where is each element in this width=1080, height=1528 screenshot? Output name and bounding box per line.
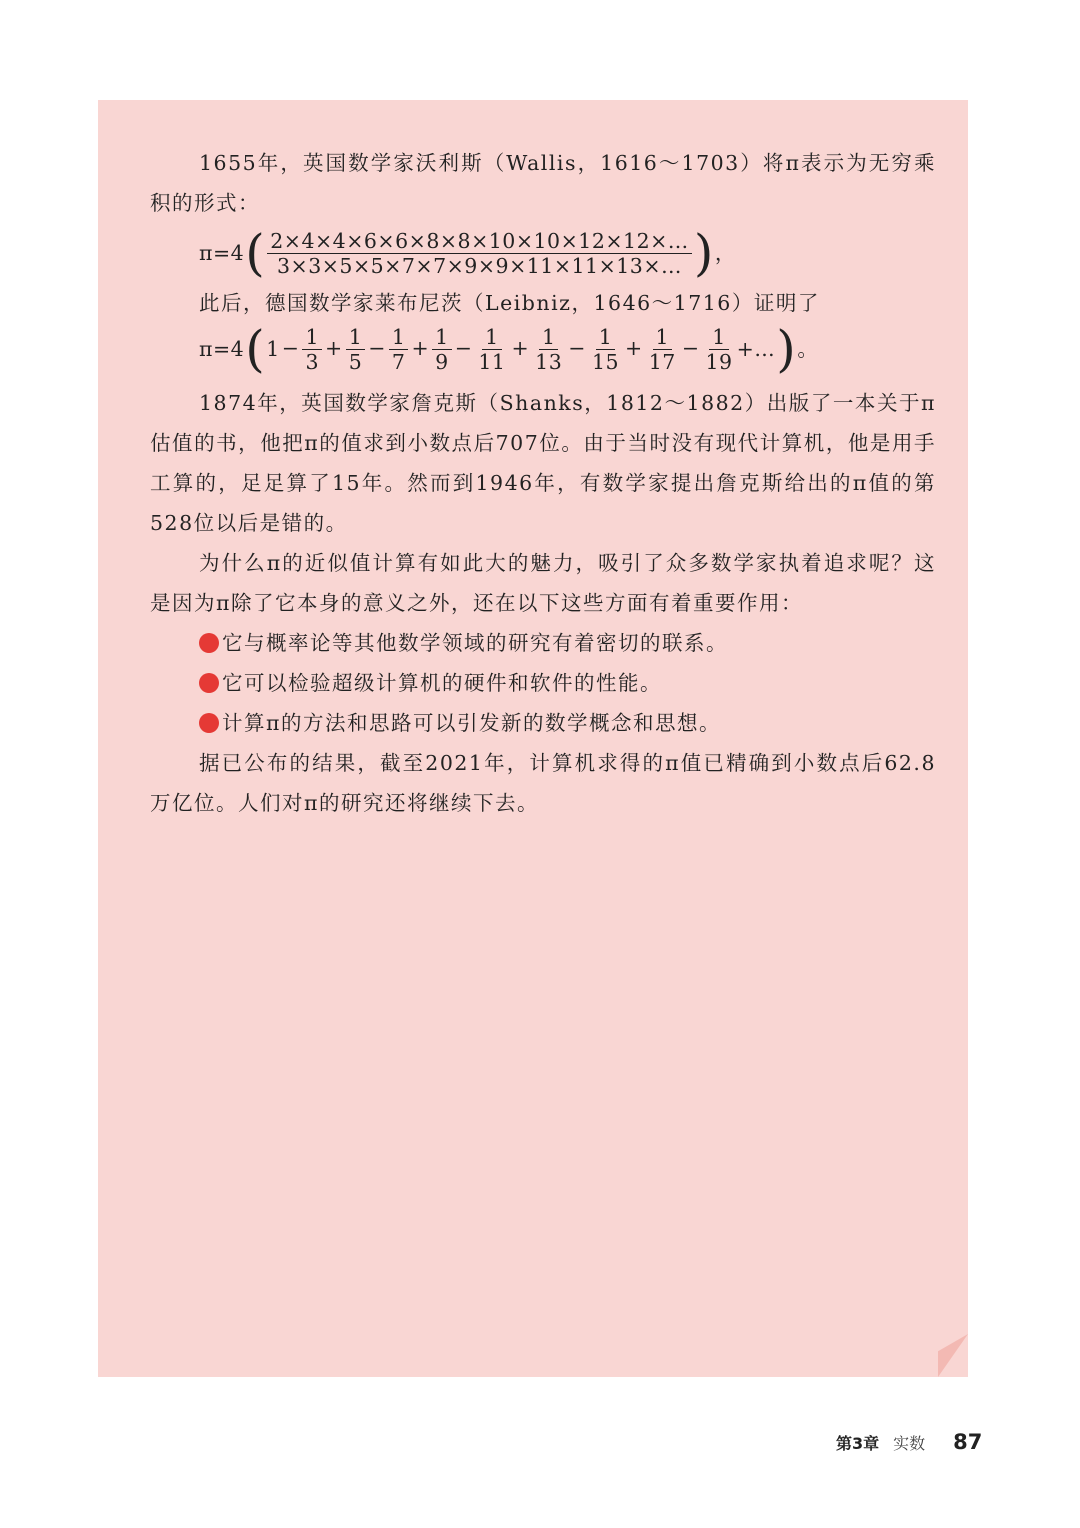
series-sign: + [411, 335, 430, 360]
paragraph-wallis: 1655年，英国数学家沃利斯（Wallis，1616～1703）将π表示为无穷乘积的形式： [150, 151, 936, 215]
leibniz-formula [150, 319, 936, 379]
leibniz-end: +… [736, 337, 776, 361]
wallis-fraction [267, 229, 692, 278]
chapter-label: 第3章 [836, 1434, 880, 1453]
red-dot-icon [199, 673, 219, 693]
series-sign: − [568, 335, 586, 360]
series-sign: − [454, 335, 473, 360]
bullet-text: 它与概率论等其他数学领域的研究有着密切的联系。 [222, 631, 728, 655]
bullet-text: 它可以检验超级计算机的硬件和软件的性能。 [222, 671, 662, 695]
leibniz-terms [280, 325, 737, 374]
fraction-denominator: 17 [648, 349, 676, 374]
page-number: 87 [953, 1430, 983, 1454]
series-sign: − [368, 335, 386, 360]
paragraph-2021: 据已公布的结果，截至2021年，计算机求得的π值已精确到小数点后62.8万亿位。人们对π的研究还将继续下去。 [150, 751, 936, 815]
fraction-numerator: 1 [539, 325, 559, 350]
fraction-numerator: 1 [709, 325, 729, 350]
right-paren: ) [693, 224, 714, 282]
series-fraction [589, 325, 622, 374]
fraction-denominator: 11 [478, 349, 506, 374]
fraction-denominator: 9 [435, 349, 449, 374]
paragraph-why: 为什么π的近似值计算有如此大的魅力，吸引了众多数学家执着追求呢？这是因为π除了它本身的意义之外，还在以下这些方面有着重要作用： [150, 551, 936, 615]
left-paren: ( [245, 224, 266, 282]
fraction-denominator: 19 [705, 349, 733, 374]
chapter-title: 实数 [893, 1434, 926, 1453]
series-sign: + [325, 335, 343, 360]
leibniz-tail: 。 [797, 337, 819, 361]
paragraph-shanks: 1874年，英国数学家詹克斯（Shanks，1812～1882）出版了一本关于π估值的书，他把π的值求到小数点后707位。由于当时没有现代计算机，他是用手工算的，足足算了15年。然而到1946年，有数学家提出詹克斯给出的π值的第528位以后是错的。 [150, 391, 936, 535]
series-fraction [389, 325, 409, 374]
series-fraction [346, 325, 366, 374]
wallis-denominator: 3×3×5×5×7×7×9×9×11×11×13×… [276, 253, 683, 278]
series-fraction [475, 325, 508, 374]
paragraph-leibniz: 此后，德国数学家莱布尼茨（Leibniz，1646～1716）证明了 [199, 291, 820, 315]
left-paren: ( [245, 320, 266, 378]
fraction-numerator: 1 [596, 325, 616, 350]
wallis-formula [150, 223, 936, 283]
series-fraction [532, 325, 565, 374]
fraction-numerator: 1 [432, 325, 452, 350]
right-paren: ) [776, 320, 797, 378]
bullet-item [150, 703, 936, 743]
series-fraction [302, 325, 322, 374]
fraction-numerator: 1 [389, 325, 409, 350]
fraction-denominator: 15 [591, 349, 620, 374]
page-footer [836, 1430, 982, 1454]
fraction-denominator: 13 [535, 349, 563, 374]
fraction-denominator: 5 [348, 349, 363, 374]
series-fraction [703, 325, 736, 374]
wallis-numerator: 2×4×4×6×6×8×8×10×10×12×12×… [267, 229, 692, 254]
bullet-text: 计算π的方法和思路可以引发新的数学概念和思想。 [222, 711, 721, 735]
series-sign: − [681, 335, 700, 360]
wallis-tail: ， [714, 241, 736, 265]
main-text [150, 143, 936, 823]
series-fraction [432, 325, 452, 374]
leibniz-lhs: π=4 [199, 337, 245, 361]
bullet-item [150, 663, 936, 703]
fraction-numerator: 1 [653, 325, 673, 350]
red-dot-icon [199, 633, 219, 653]
fraction-numerator: 1 [346, 325, 366, 350]
red-dot-icon [199, 713, 219, 733]
series-fraction [646, 325, 679, 374]
fraction-numerator: 1 [302, 325, 322, 350]
series-sign: + [511, 335, 530, 360]
series-sign: + [625, 335, 643, 360]
leibniz-one: 1 [266, 337, 280, 361]
fraction-numerator: 1 [482, 325, 502, 350]
bullet-item [150, 623, 936, 663]
series-sign: − [281, 335, 300, 360]
wallis-lhs: π=4 [199, 241, 245, 265]
fraction-denominator: 3 [305, 349, 319, 374]
fraction-denominator: 7 [391, 349, 406, 374]
